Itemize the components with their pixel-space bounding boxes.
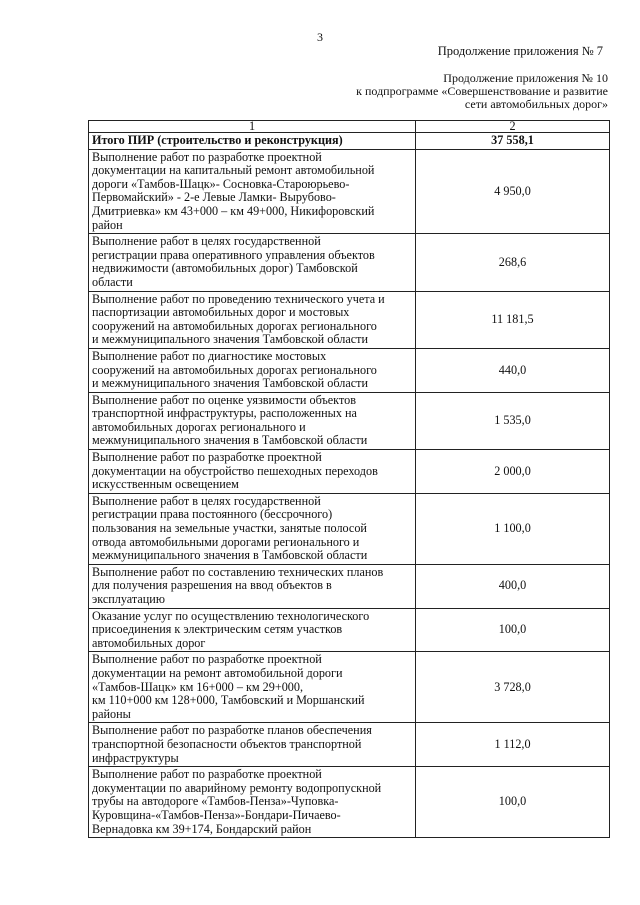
description-line: регистрации права постоянного (бессрочного) [92, 507, 333, 522]
description-line: район [92, 217, 123, 232]
work-description [89, 234, 416, 291]
description-line: Выполнение работ в целях государственной [92, 493, 321, 508]
table-row [89, 291, 610, 348]
description-line: трубы на автодороге «Тамбов-Пенза»-Чуповка- [92, 794, 339, 809]
table-row [89, 149, 610, 234]
amount-cell: 3 728,0 [416, 652, 610, 723]
description-line: км 110+000 км 128+000, Тамбовский и Моршанский [92, 693, 365, 708]
amount-cell: 2 000,0 [416, 450, 610, 494]
description-line: Выполнение работ по разработке проектной [92, 767, 322, 782]
table-row [89, 392, 610, 449]
amount-cell: 1 100,0 [416, 493, 610, 564]
description-line: Выполнение работ по разработке планов обеспечения [92, 723, 372, 738]
description-line: и межмуниципального значения Тамбовской области [92, 332, 368, 347]
table-row [89, 564, 610, 608]
amount-cell: 100,0 [416, 608, 610, 652]
description-line: межмуниципального значения в Тамбовской области [92, 433, 368, 448]
work-description [89, 723, 416, 767]
description-line: районы [92, 706, 131, 721]
description-line: транспортной инфраструктуры, расположенных на [92, 406, 357, 421]
amount-cell: 1 112,0 [416, 723, 610, 767]
description-line: Оказание услуг по осуществлению технологического [92, 608, 370, 623]
work-description [89, 652, 416, 723]
description-line: сооружений на автомобильных дорогах регионального [92, 318, 377, 333]
description-line: документации на ремонт автомобильной дороги [92, 665, 343, 680]
description-line: дороги «Тамбов-Шацк»- Сосновка-Староюрьево- [92, 176, 350, 191]
description-line: автомобильных дорогах регионального и [92, 419, 306, 434]
description-line: паспортизации автомобильных дорог и мостовых [92, 305, 350, 320]
total-row [89, 133, 610, 150]
work-description [89, 564, 416, 608]
description-line: Выполнение работ в целях государственной [92, 234, 321, 249]
amount-cell: 1 535,0 [416, 392, 610, 449]
description-line: Первомайский» - 2-е Левые Ламки- Вырубово- [92, 190, 336, 205]
table-row [89, 234, 610, 291]
amount-cell: 100,0 [416, 767, 610, 838]
table-row [89, 493, 610, 564]
description-line: искусственным освещением [92, 477, 239, 492]
description-line: Вернадовка км 39+174, Бондарский район [92, 821, 312, 836]
description-line: документации по аварийному ремонту водопропускной [92, 780, 382, 795]
work-description [89, 348, 416, 392]
table-row [89, 723, 610, 767]
amount-cell: 400,0 [416, 564, 610, 608]
budget-table [88, 120, 610, 838]
total-label: Итого ПИР (строительство и реконструкция) [89, 133, 416, 150]
column-header: 2 [416, 121, 610, 133]
table-row [89, 767, 610, 838]
amount-cell: 4 950,0 [416, 149, 610, 234]
page-number: 3 [317, 30, 323, 44]
description-line: Выполнение работ по оценке уязвимости объектов [92, 392, 356, 407]
description-line: «Тамбов-Шацк» км 16+000 – км 29+000, [92, 679, 304, 694]
description-line: транспортной безопасности объектов транспортной [92, 736, 362, 751]
description-line: Дмитриевка» км 43+000 – км 49+000, Никифоровский [92, 203, 375, 218]
description-line: инфраструктуры [92, 750, 179, 765]
appendix-sub-line: Продолжение приложения № 10 [443, 71, 608, 85]
amount-cell: 440,0 [416, 348, 610, 392]
appendix-heading: Продолжение приложения № 7 [437, 44, 603, 58]
description-line: сооружений на автомобильных дорогах регионального [92, 362, 377, 377]
description-line: Выполнение работ по составлению технических планов [92, 564, 384, 579]
description-line: регистрации права оперативного управления объектов [92, 247, 375, 262]
description-line: Выполнение работ по диагностике мостовых [92, 348, 327, 363]
description-line: межмуниципального значения в Тамбовской области [92, 548, 368, 563]
work-description [89, 450, 416, 494]
description-line: документации на обустройство пешеходных переходов [92, 463, 378, 478]
description-line: Выполнение работ по разработке проектной [92, 450, 322, 465]
description-line: отвода автомобильными дорогами регионального и [92, 534, 360, 549]
description-line: Выполнение работ по разработке проектной [92, 652, 322, 667]
work-description [89, 291, 416, 348]
description-line: автомобильных дорог [92, 635, 206, 650]
appendix-sub-line: сети автомобильных дорог» [464, 97, 608, 111]
description-line: Куровщина-«Тамбов-Пенза»-Бондари-Пичаево- [92, 807, 341, 822]
total-amount: 37 558,1 [416, 133, 610, 150]
amount-cell: 11 181,5 [416, 291, 610, 348]
table-row [89, 450, 610, 494]
work-description [89, 608, 416, 652]
description-line: области [92, 274, 133, 289]
description-line: Выполнение работ по разработке проектной [92, 149, 322, 164]
table-header-row [89, 121, 610, 133]
table-row [89, 608, 610, 652]
work-description [89, 149, 416, 234]
description-line: и межмуниципального значения Тамбовской области [92, 376, 368, 391]
work-description [89, 392, 416, 449]
appendix-subheading [356, 72, 608, 111]
description-line: недвижимости (автомобильных дорог) Тамбовской [92, 261, 358, 276]
description-line: пользования на земельные участки, занятые полосой [92, 521, 367, 536]
description-line: Выполнение работ по проведению технического учета и [92, 291, 385, 306]
description-line: для получения разрешения на ввод объектов в [92, 578, 332, 593]
work-description [89, 767, 416, 838]
appendix-sub-line: к подпрограмме «Совершенствование и развитие [356, 84, 608, 98]
description-line: эксплуатацию [92, 592, 165, 606]
work-description [89, 493, 416, 564]
table-row [89, 348, 610, 392]
table-row [89, 652, 610, 723]
amount-cell: 268,6 [416, 234, 610, 291]
description-line: документации на капитальный ремонт автомобильной [92, 163, 375, 178]
column-header: 1 [89, 121, 416, 133]
description-line: присоединения к электрическим сетям участков [92, 622, 343, 637]
